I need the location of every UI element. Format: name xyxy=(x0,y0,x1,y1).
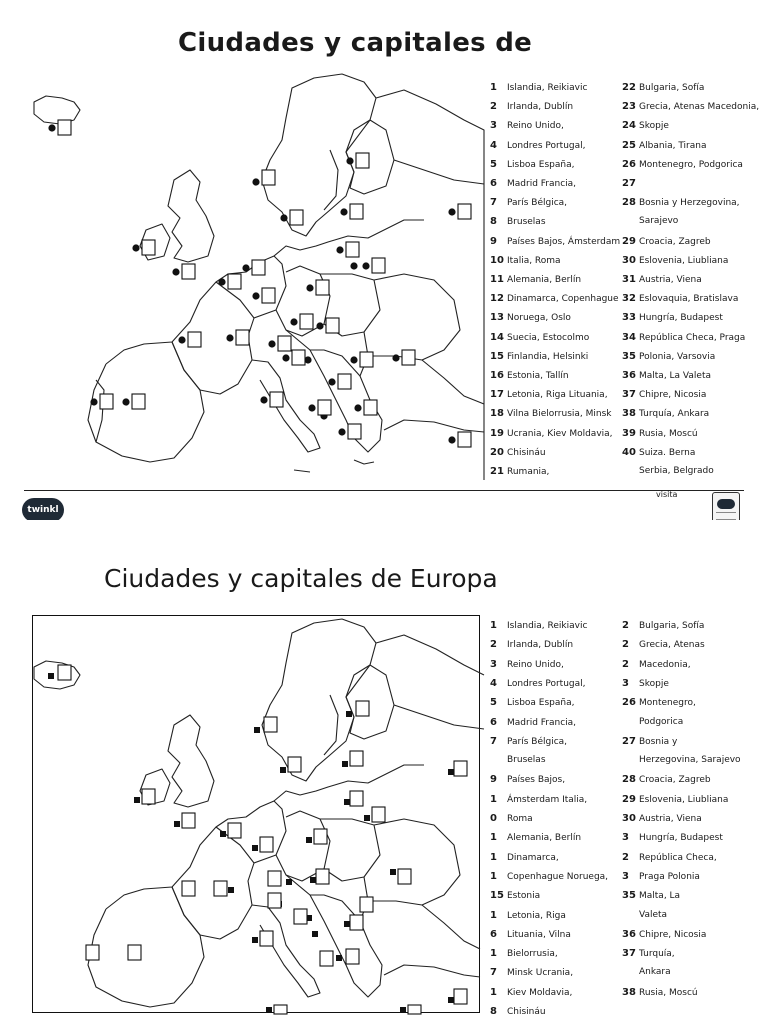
list-item xyxy=(490,967,573,979)
list-item xyxy=(490,178,576,190)
item-text: Suiza. Berna xyxy=(639,447,696,458)
item-number: 27 xyxy=(622,735,636,747)
list-item xyxy=(622,312,723,324)
item-number: 2 xyxy=(622,851,629,863)
item-number: 0 xyxy=(490,813,497,824)
list-item xyxy=(490,332,589,344)
item-number: 8 xyxy=(490,216,497,228)
list-item xyxy=(490,639,573,651)
item-text: Macedonia, xyxy=(639,659,691,670)
list-item xyxy=(490,852,559,864)
item-text: Rumania, xyxy=(507,467,550,477)
item-text: Eslovenia, Liubliana xyxy=(639,255,729,266)
item-text: Bosnia y xyxy=(639,736,678,747)
item-number: 6 xyxy=(490,716,497,728)
item-text: Skopje xyxy=(639,121,669,132)
list-item xyxy=(622,948,675,960)
item-text: Chipre, Nicosia xyxy=(639,390,707,401)
list-item xyxy=(622,755,741,766)
list-item xyxy=(622,216,678,227)
item-text: Hungría, Budapest xyxy=(639,313,723,324)
item-number: 29 xyxy=(622,793,636,805)
item-number: 3 xyxy=(622,832,629,844)
list-item xyxy=(490,216,546,228)
item-number: 15 xyxy=(490,890,504,902)
list-item xyxy=(622,871,700,883)
item-number: 20 xyxy=(490,446,504,458)
list-item xyxy=(622,813,702,825)
list-item xyxy=(490,659,564,671)
item-number: 7 xyxy=(490,197,497,209)
item-number: 27 xyxy=(622,178,636,189)
list-item xyxy=(490,736,567,748)
list-item xyxy=(490,774,565,786)
item-text: Valeta xyxy=(639,909,668,920)
item-text: Skopje xyxy=(639,678,669,689)
list-item xyxy=(490,755,546,766)
item-number: 2 xyxy=(622,620,629,631)
item-number: 5 xyxy=(490,697,497,709)
visit-label: visita xyxy=(656,490,678,499)
item-text: Letonia, Riga Lituania, xyxy=(507,390,608,401)
item-text: Minsk Ucrania, xyxy=(507,968,574,979)
footer-divider xyxy=(24,490,744,491)
list-item xyxy=(622,178,639,190)
item-number: 38 xyxy=(622,408,636,420)
item-text: Bosnia y Herzegovina, xyxy=(639,198,740,209)
list-item xyxy=(622,832,723,844)
list-item xyxy=(622,639,705,651)
list-item xyxy=(622,447,695,459)
item-text: Eslovenia, Liubliana xyxy=(639,794,729,805)
item-text: Finlandia, Helsinki xyxy=(507,351,589,362)
item-text: Dinamarca, Copenhague xyxy=(507,294,619,305)
item-number: 1 xyxy=(490,793,497,805)
item-number: 38 xyxy=(622,986,636,998)
list-item xyxy=(490,987,572,999)
item-number: 26 xyxy=(622,158,636,170)
list-item xyxy=(490,890,540,902)
item-text: Turquía, Ankara xyxy=(639,409,710,420)
list-item xyxy=(622,852,717,864)
item-text: Serbia, Belgrado xyxy=(639,466,714,476)
badge-logo-icon xyxy=(717,499,735,509)
list-item xyxy=(490,1006,546,1018)
list-item xyxy=(622,428,698,440)
item-number: 28 xyxy=(622,197,636,209)
list-item xyxy=(490,293,619,305)
item-text: Malta, La Valeta xyxy=(639,371,711,381)
list-item xyxy=(490,159,574,171)
item-number: 36 xyxy=(622,370,636,381)
item-number: 35 xyxy=(622,890,636,902)
item-number: 24 xyxy=(622,120,636,132)
item-text: Islandia, Reikiavic xyxy=(507,621,588,631)
item-text: Ankara xyxy=(639,967,671,978)
list-item xyxy=(490,197,567,209)
item-text: Reino Unido, xyxy=(507,121,564,132)
list-item xyxy=(490,813,533,825)
item-text: Bruselas xyxy=(507,217,546,228)
item-number: 30 xyxy=(622,813,636,824)
item-number: 35 xyxy=(622,350,636,362)
item-text: Irlanda, Dublín xyxy=(507,640,574,651)
item-number: 2 xyxy=(622,658,629,670)
list-item xyxy=(490,120,564,132)
list-item xyxy=(490,929,571,941)
list-item xyxy=(490,255,561,267)
item-text: Polonia, Varsovia xyxy=(639,351,716,362)
list-item xyxy=(490,82,587,94)
map-outlines xyxy=(34,74,484,480)
item-text: Países Bajos, xyxy=(507,775,566,786)
item-number: 4 xyxy=(490,139,497,151)
item-number: 16 xyxy=(490,370,504,381)
list-item xyxy=(490,697,574,709)
item-number: 32 xyxy=(622,293,636,305)
item-text: Italia, Roma xyxy=(507,255,561,266)
list-item xyxy=(622,236,711,248)
item-text: Londres Portugal, xyxy=(507,140,586,151)
list-item xyxy=(490,236,620,248)
item-number: 9 xyxy=(490,774,497,786)
item-text: Alemania, Berlín xyxy=(507,275,582,285)
list-item xyxy=(490,312,571,324)
item-text: Estonia xyxy=(507,891,541,902)
item-number: 15 xyxy=(490,350,504,362)
item-number: 10 xyxy=(490,254,504,266)
list-item xyxy=(622,774,711,786)
list-item xyxy=(622,967,671,978)
item-text: Noruega, Oslo xyxy=(507,313,571,324)
item-number: 34 xyxy=(622,331,636,343)
list-item xyxy=(490,832,581,844)
list-item xyxy=(622,197,740,209)
list-item xyxy=(490,447,546,459)
item-text: Islandia, Reikiavic xyxy=(507,83,588,93)
item-number: 22 xyxy=(622,82,636,93)
item-text: Austria, Viena xyxy=(639,814,702,824)
item-text: Suecia, Estocolmo xyxy=(507,332,590,343)
list-item xyxy=(490,717,576,729)
europe-map xyxy=(24,615,486,1015)
list-item xyxy=(490,466,549,478)
item-text: Croacia, Zagreb xyxy=(639,775,711,786)
list-item xyxy=(622,140,706,152)
item-text: Roma xyxy=(507,814,533,824)
item-text: Londres Portugal, xyxy=(507,678,586,689)
list-item xyxy=(490,140,586,152)
item-number: 1 xyxy=(490,82,497,93)
item-text: Podgorica xyxy=(639,716,684,727)
page-title: Ciudades y capitales de Europa xyxy=(104,564,498,593)
item-text: Madrid Francia, xyxy=(507,179,577,189)
item-number: 39 xyxy=(622,427,636,439)
item-text: Bielorrusia, xyxy=(507,949,558,960)
item-text: República Checa, Praga xyxy=(639,332,746,343)
list-item xyxy=(622,159,743,171)
item-text: Chipre, Nicosia xyxy=(639,929,707,940)
item-text: Sarajevo xyxy=(639,216,679,227)
badge-lines-icon xyxy=(716,512,736,520)
list-item xyxy=(490,408,612,420)
list-item xyxy=(622,466,714,477)
item-text: Dinamarca, xyxy=(507,852,559,863)
item-number: 11 xyxy=(490,274,504,285)
item-number: 30 xyxy=(622,254,636,266)
item-number: 7 xyxy=(490,967,497,979)
item-text: Kiev Moldavia, xyxy=(507,987,573,998)
item-text: Lisboa España, xyxy=(507,159,575,170)
list-item xyxy=(622,370,711,382)
item-number: 28 xyxy=(622,774,636,786)
item-text: Lisboa España, xyxy=(507,698,575,709)
list-item xyxy=(622,659,691,671)
item-number: 6 xyxy=(490,178,497,189)
twinkl-badge-icon xyxy=(712,492,740,520)
item-number: 1 xyxy=(490,948,497,960)
item-number: 25 xyxy=(622,139,636,151)
page-title: Ciudades y capitales de xyxy=(178,28,533,58)
list-item xyxy=(490,871,608,883)
item-number: 4 xyxy=(490,677,497,689)
item-number: 2 xyxy=(490,101,497,113)
item-text: Copenhague Noruega, xyxy=(507,871,609,882)
item-text: Vilna Bielorrusia, Minsk xyxy=(507,409,612,420)
list-item xyxy=(490,101,573,113)
item-text: Países Bajos, Ámsterdam xyxy=(507,236,621,247)
item-number: 5 xyxy=(490,158,497,170)
item-text: Irlanda, Dublín xyxy=(507,102,574,113)
item-text: Rusia, Moscú xyxy=(639,987,698,998)
item-text: República Checa, xyxy=(639,852,717,863)
item-number: 6 xyxy=(490,928,497,940)
item-text: Montenegro, xyxy=(639,698,696,709)
capitals-list-column-2 xyxy=(622,82,768,486)
item-text: Bulgaria, Sofía xyxy=(639,83,705,93)
item-number: 7 xyxy=(490,735,497,747)
twinkl-logo[interactable]: twinkl xyxy=(22,498,64,520)
item-text: Bruselas xyxy=(507,755,546,766)
item-text: Praga Polonia xyxy=(639,871,700,882)
item-text: Hungría, Budapest xyxy=(639,833,723,844)
item-number: 1 xyxy=(490,851,497,863)
item-number: 1 xyxy=(490,620,497,631)
label-boxes xyxy=(58,665,467,1014)
list-item xyxy=(622,255,728,267)
item-number: 14 xyxy=(490,331,504,343)
europe-map xyxy=(24,60,486,485)
list-item xyxy=(622,929,706,941)
item-number: 33 xyxy=(622,312,636,324)
list-item xyxy=(622,794,728,806)
item-text: Ucrania, Kiev Moldavia, xyxy=(507,428,613,439)
item-number: 23 xyxy=(622,101,636,113)
item-text: París Bélgica, xyxy=(507,198,568,209)
item-text: Malta, La xyxy=(639,891,681,902)
capitals-list-column-1 xyxy=(490,82,622,486)
list-item xyxy=(490,620,587,632)
item-text: Croacia, Zagreb xyxy=(639,236,711,247)
item-number: 36 xyxy=(622,928,636,940)
item-number: 3 xyxy=(622,677,629,689)
item-text: Letonia, Riga xyxy=(507,910,566,921)
item-number: 17 xyxy=(490,389,504,401)
item-number: 1 xyxy=(490,909,497,921)
list-item xyxy=(622,82,704,94)
item-text: Turquía, xyxy=(639,949,675,960)
item-number: 8 xyxy=(490,1006,497,1017)
item-number: 2 xyxy=(622,639,629,651)
list-item xyxy=(622,120,669,132)
item-number: 18 xyxy=(490,408,504,420)
map-outlines xyxy=(34,619,484,1007)
list-item xyxy=(490,351,588,363)
item-number: 3 xyxy=(490,658,497,670)
item-number: 19 xyxy=(490,427,504,439)
list-item xyxy=(622,332,745,344)
list-item xyxy=(622,987,698,999)
item-text: Grecia, Atenas xyxy=(639,640,705,651)
item-text: Rusia, Moscú xyxy=(639,428,698,439)
item-text: Alemania, Berlín xyxy=(507,833,582,844)
item-text: Herzegovina, Sarajevo xyxy=(639,755,741,766)
item-number: 12 xyxy=(490,293,504,305)
list-item xyxy=(622,293,738,305)
list-item xyxy=(622,890,680,902)
item-text: Eslovaquia, Bratislava xyxy=(639,294,739,305)
item-number: 21 xyxy=(490,466,504,477)
list-item xyxy=(622,620,704,632)
item-text: Reino Unido, xyxy=(507,659,564,670)
list-item xyxy=(622,408,709,420)
list-item xyxy=(622,678,669,690)
list-item xyxy=(622,389,706,401)
item-text: Albania, Tirana xyxy=(639,140,707,151)
item-text: Ámsterdam Italia, xyxy=(507,794,588,805)
list-item xyxy=(622,101,759,113)
list-item xyxy=(622,717,683,728)
item-text: Madrid Francia, xyxy=(507,717,577,728)
item-number: 26 xyxy=(622,697,636,709)
item-number: 1 xyxy=(490,986,497,998)
item-number: 2 xyxy=(490,639,497,651)
list-item xyxy=(490,794,587,806)
worksheet-page-2 xyxy=(0,520,768,1024)
item-text: Estonia, Tallín xyxy=(507,371,569,381)
item-number: 3 xyxy=(490,120,497,132)
item-text: Chisináu xyxy=(507,1007,546,1017)
list-item xyxy=(490,910,566,922)
item-text: Lituania, Vilna xyxy=(507,929,571,940)
item-number: 1 xyxy=(490,832,497,844)
item-text: Chisináu xyxy=(507,447,546,458)
item-number: 13 xyxy=(490,312,504,324)
item-number: 3 xyxy=(622,870,629,882)
item-text: Grecia, Atenas Macedonia, xyxy=(639,102,760,113)
item-text: Austria, Viena xyxy=(639,275,702,285)
item-text: París Bélgica, xyxy=(507,736,568,747)
list-item xyxy=(622,910,667,921)
list-item xyxy=(490,370,569,382)
item-number: 31 xyxy=(622,274,636,285)
item-number: 37 xyxy=(622,948,636,960)
list-item xyxy=(490,428,613,440)
item-number: 9 xyxy=(490,235,497,247)
item-text: Montenegro, Podgorica xyxy=(639,159,743,170)
list-item xyxy=(490,274,581,286)
list-item xyxy=(490,389,608,401)
item-text: Bulgaria, Sofía xyxy=(639,621,705,631)
list-item xyxy=(490,678,586,690)
list-item xyxy=(622,736,677,748)
item-number: 40 xyxy=(622,446,636,458)
list-item xyxy=(622,274,702,286)
item-number: 1 xyxy=(490,870,497,882)
item-number: 29 xyxy=(622,235,636,247)
list-item xyxy=(622,697,696,709)
list-item xyxy=(622,351,715,363)
item-number: 37 xyxy=(622,389,636,401)
capital-squares xyxy=(48,673,454,1013)
list-item xyxy=(490,948,558,960)
